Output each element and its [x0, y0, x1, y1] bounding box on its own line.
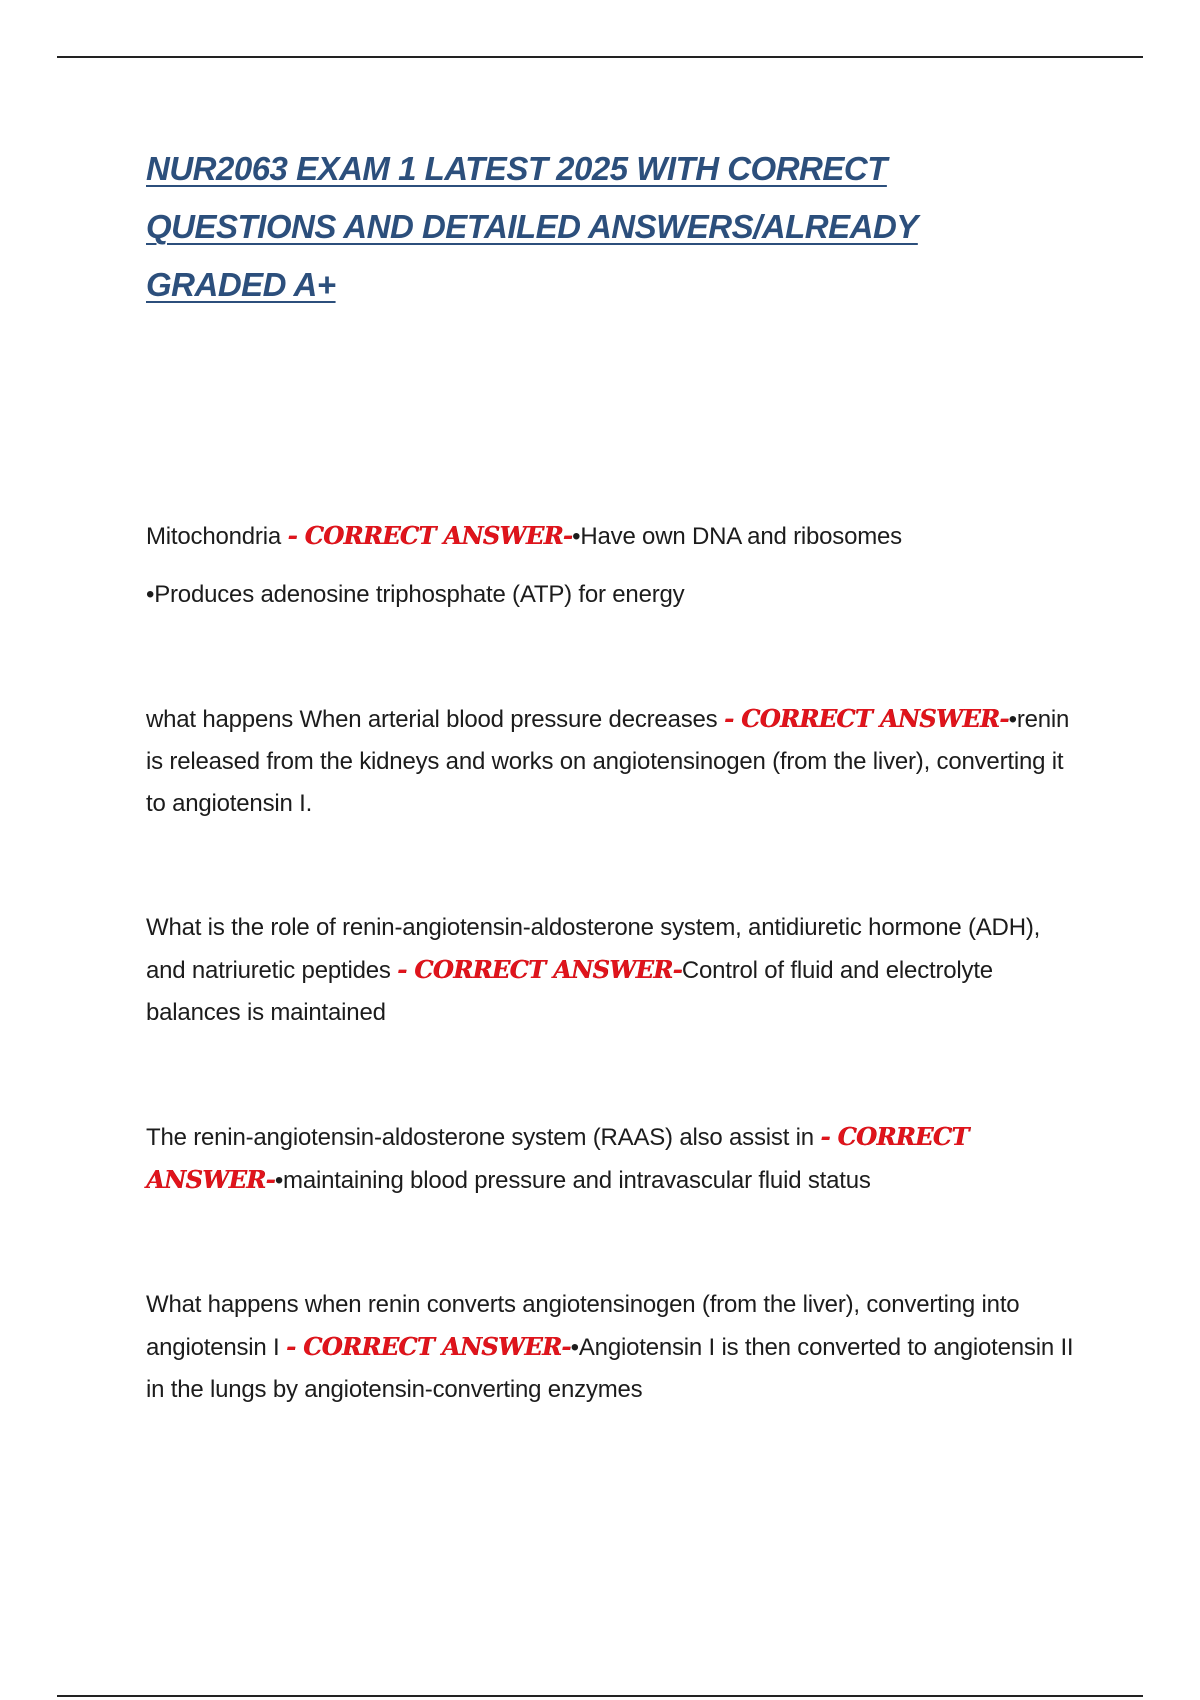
answer-text: •maintaining blood pressure and intravascular fluid status	[274, 1167, 871, 1194]
bottom-rule	[57, 1695, 1143, 1697]
qa-item	[146, 907, 1076, 1034]
question-text: Mitochondria	[146, 523, 288, 550]
qa-item	[146, 1116, 1076, 1202]
answer-text: Control of fluid and electrolyte balances is maintained	[146, 957, 993, 1026]
answer-text: •renin is released from the kidneys and works on angiotensinogen (from the liver), converting it to angiotensin I.	[146, 706, 1070, 817]
correct-answer-marker: - CORRECT ANSWER-	[146, 1122, 969, 1194]
question-text: What happens when renin converts angiotensinogen (from the liver), converting into angiotensin I	[146, 1291, 1020, 1361]
qa-item	[146, 698, 1076, 825]
top-rule	[57, 56, 1143, 58]
question-text: what happens When arterial blood pressure decreases	[146, 706, 724, 733]
answer-text: •Angiotensin I is then converted to angiotensin II in the lungs by angiotensin-converting enzymes	[146, 1334, 1074, 1403]
correct-answer-marker: - CORRECT ANSWER-	[397, 955, 682, 984]
correct-answer-marker: - CORRECT ANSWER-	[723, 704, 1009, 733]
answer-text: •Have own DNA and ribosomes	[572, 523, 902, 550]
correct-answer-marker: - CORRECT ANSWER-	[287, 521, 573, 550]
correct-answer-marker: - CORRECT ANSWER-	[285, 1332, 571, 1361]
qa-item	[146, 515, 1076, 616]
question-text: The renin-angiotensin-aldosterone system (RAAS) also assist in	[146, 1124, 821, 1151]
qa-item	[146, 1284, 1076, 1411]
document-title: NUR2063 EXAM 1 LATEST 2025 WITH CORRECT QUESTIONS AND DETAILED ANSWERS/ALREADY GRADED A+	[146, 150, 918, 303]
qa-list	[146, 515, 1076, 1411]
question-text: What is the role of renin-angiotensin-aldosterone system, antidiuretic hormone (ADH), and natriuretic peptides	[146, 914, 1041, 984]
answer-text-line2: •Produces adenosine triphosphate (ATP) for energy	[146, 581, 685, 608]
